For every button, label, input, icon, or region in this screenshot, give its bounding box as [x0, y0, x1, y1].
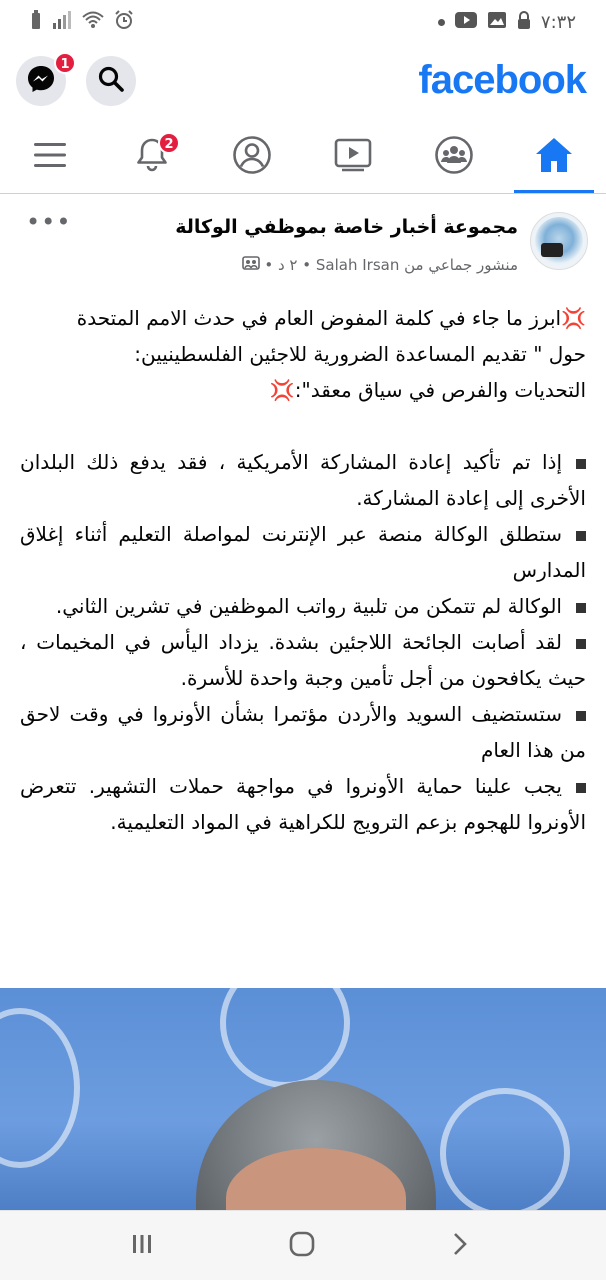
group-name-link[interactable]: مجموعة أخبار خاصة بموظفي الوكالة — [175, 216, 518, 238]
back-button[interactable] — [440, 1229, 480, 1263]
bullet-square-icon — [576, 783, 586, 793]
messenger-badge: 1 — [54, 52, 76, 74]
feed-post — [0, 200, 606, 840]
group-avatar-emblem — [541, 243, 563, 257]
lock-icon — [517, 10, 531, 34]
messenger-icon — [26, 64, 56, 98]
recent-apps-icon — [130, 1232, 154, 1260]
home-system-button[interactable] — [282, 1229, 322, 1263]
clock-time: ٧:٣٢ — [540, 11, 576, 33]
post-intro-line: التحديات والفرص في سياق معقد":💢 — [269, 378, 586, 402]
status-bar — [0, 0, 606, 44]
audience-group-icon — [242, 256, 260, 274]
status-icons-left — [30, 10, 134, 34]
tab-home[interactable] — [514, 122, 594, 192]
post-more-options-button[interactable]: ••• — [26, 208, 72, 236]
un-emblem-icon — [0, 1008, 80, 1168]
app-header — [0, 48, 606, 118]
post-photo[interactable] — [0, 988, 606, 1210]
bullet-square-icon — [576, 639, 586, 649]
post-bullet: لقد أصابت الجائحة اللاجئين بشدة. يزداد اليأس في المخيمات ، حيث يكافحون من أجل تأمين وجبة واحدة للأسرة. — [20, 630, 586, 690]
notification-dot-icon — [438, 19, 445, 26]
bullet-square-icon — [576, 531, 586, 541]
recent-apps-button[interactable] — [122, 1229, 162, 1263]
post-meta — [242, 256, 518, 274]
main-nav-tabs — [0, 122, 606, 194]
post-bullet: ستستضيف السويد والأردن مؤتمرا بشأن الأونروا في وقت لاحق من هذا العام — [20, 702, 586, 762]
hamburger-menu-icon — [32, 141, 68, 173]
tab-profile[interactable] — [212, 122, 292, 192]
bullet-square-icon — [576, 459, 586, 469]
chevron-right-icon — [450, 1231, 470, 1261]
bullet-square-icon — [576, 603, 586, 613]
tab-watch[interactable] — [313, 122, 393, 192]
messenger-button[interactable] — [16, 56, 70, 106]
post-intro-line: 💢ابرز ما جاء في كلمة المفوض العام في حدث الامم المتحدة — [76, 306, 586, 330]
groups-icon — [434, 135, 474, 179]
alarm-icon — [114, 10, 134, 34]
group-avatar-image — [535, 217, 583, 265]
video-play-icon — [334, 138, 372, 176]
post-text — [0, 284, 606, 840]
post-bullet: إذا تم تأكيد إعادة المشاركة الأمريكية ، فقد يدفع ذلك البلدان الأخرى إلى إعادة المشاركة. — [20, 450, 586, 510]
system-nav-bar — [0, 1210, 606, 1280]
battery-icon — [30, 10, 42, 34]
bullet-square-icon — [576, 711, 586, 721]
post-intro-line: حول " تقديم المساعدة الضرورية للاجئين الفلسطينيين: — [134, 342, 586, 366]
notifications-badge: 2 — [158, 132, 180, 154]
tab-menu[interactable] — [10, 122, 90, 192]
tab-groups[interactable] — [414, 122, 494, 192]
tab-notifications[interactable] — [112, 122, 192, 192]
post-bullet: ستطلق الوكالة منصة عبر الإنترنت لمواصلة التعليم أثناء إغلاق المدارس — [20, 522, 586, 582]
search-button[interactable] — [86, 56, 136, 106]
wifi-icon — [82, 11, 104, 33]
home-circle-icon — [288, 1230, 316, 1262]
facebook-logo[interactable]: facebook — [418, 58, 586, 102]
search-icon — [97, 65, 125, 97]
group-avatar[interactable] — [530, 212, 588, 270]
signal-icon — [52, 11, 72, 33]
post-header — [0, 200, 606, 284]
un-emblem-icon — [220, 988, 350, 1088]
un-emblem-icon — [440, 1088, 570, 1210]
home-icon — [534, 136, 574, 178]
post-bullet: الوكالة لم تتمكن من تلبية رواتب الموظفين في تشرين الثاني. — [20, 588, 586, 624]
status-icons-right — [438, 10, 576, 34]
profile-icon — [232, 135, 272, 179]
gallery-icon — [487, 11, 507, 33]
youtube-icon — [455, 12, 477, 32]
post-bullet: يجب علينا حماية الأونروا في مواجهة حملات التشهير. تتعرض الأونروا للهجوم بزعم الترويج للكراهية في المواد التعليمية. — [20, 774, 586, 834]
post-meta-text[interactable]: منشور جماعي من Salah Irsan • ٢ د • — [264, 256, 518, 274]
